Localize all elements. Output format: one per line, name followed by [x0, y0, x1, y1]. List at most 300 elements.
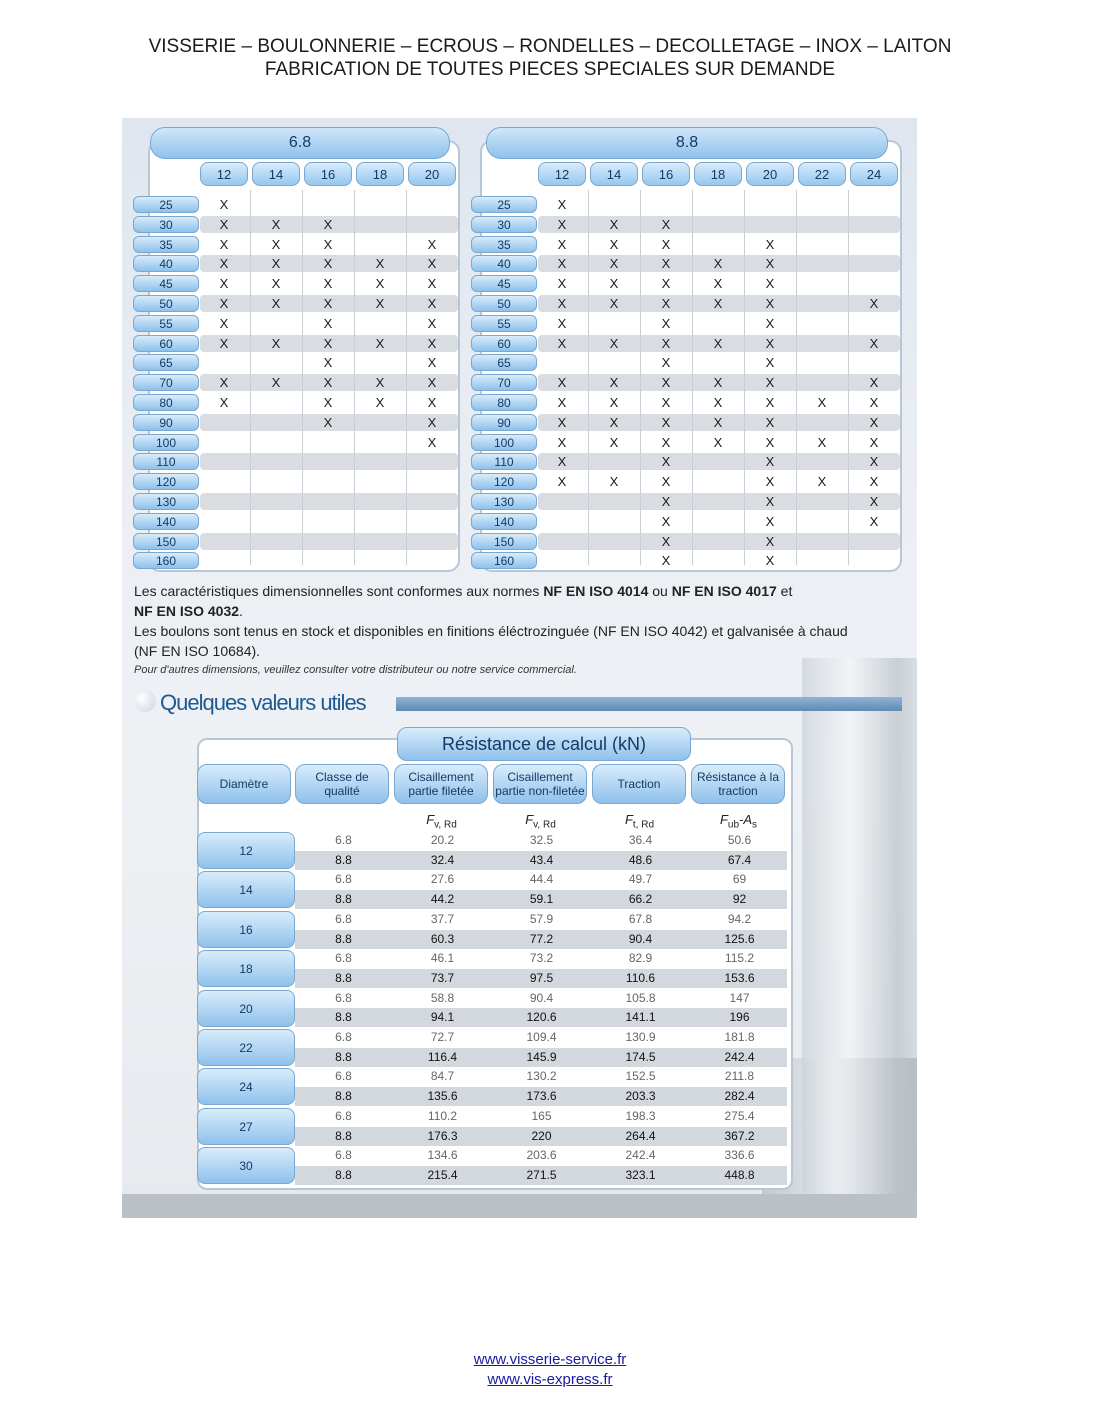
resistance-value: 211.8 [724, 1069, 755, 1084]
t88-header-d22: 22 [798, 162, 846, 186]
resistance-symbol: $F_{ub}-A_s$ [719, 812, 758, 831]
resistance-value: 67.8 [628, 911, 653, 926]
t88-divider [640, 190, 641, 565]
resistance-value: 215.4 [427, 1167, 458, 1182]
t68-mark: X [271, 296, 281, 311]
resistance-row [295, 910, 787, 929]
t68-mark: X [375, 395, 385, 410]
t88-divider [692, 190, 693, 565]
resistance-value: 6.8 [335, 872, 352, 887]
resistance-value: 50.6 [727, 833, 752, 847]
t88-length-55: 55 [471, 315, 537, 332]
resistance-value: 135.6 [427, 1089, 458, 1104]
resistance-row [295, 949, 787, 968]
resistance-row [295, 930, 787, 949]
t88-mark: X [557, 414, 567, 430]
t68-length-25: 25 [133, 196, 199, 213]
t88-mark: X [765, 395, 775, 410]
resistance-row [295, 989, 787, 1008]
t88-mark: X [557, 197, 567, 212]
table-68-title: 6.8 [150, 127, 450, 159]
t88-divider [848, 190, 849, 565]
t68-mark: X [375, 256, 385, 272]
t68-mark: X [427, 414, 437, 430]
resistance-value: 367.2 [724, 1128, 755, 1143]
t68-mark: X [271, 236, 281, 252]
t88-length-60: 60 [471, 335, 537, 352]
t68-header-d20: 20 [408, 162, 456, 186]
t68-length-70: 70 [133, 374, 199, 391]
t88-mark: X [609, 216, 619, 232]
resistance-diameter: 22 [197, 1029, 295, 1066]
notes-line-1 [134, 582, 792, 601]
t68-header-d12: 12 [200, 162, 248, 186]
resistance-col-header: Diamètre [197, 764, 291, 804]
resistance-diameter: 20 [197, 990, 295, 1027]
t88-mark: X [765, 474, 775, 490]
resistance-value: 8.8 [335, 1089, 352, 1104]
t88-mark: X [765, 315, 775, 331]
resistance-value: 90.4 [628, 931, 653, 946]
t88-header-d12: 12 [538, 162, 586, 186]
t88-mark: X [609, 474, 619, 490]
t68-mark: X [323, 236, 333, 252]
t88-mark: X [661, 474, 671, 490]
t68-length-110: 110 [133, 453, 199, 470]
resistance-value: 32.5 [529, 833, 554, 847]
notes-line-4: (NF EN ISO 10684). [134, 643, 261, 659]
t68-mark: X [375, 335, 385, 351]
resistance-value: 152.5 [625, 1069, 656, 1084]
resistance-symbol: $F_{t, Rd}$ [624, 812, 655, 831]
standard-4017: NF EN ISO 4017 [671, 583, 777, 599]
resistance-symbol: $F_{v, Rd}$ [426, 812, 457, 831]
resistance-value: 8.8 [335, 1010, 352, 1025]
t68-row-bg [200, 493, 458, 510]
t88-mark: X [557, 375, 567, 391]
resistance-value: 203.3 [625, 1089, 656, 1104]
resistance-row [295, 851, 787, 870]
t68-mark: X [219, 236, 229, 252]
resistance-value: 59.1 [529, 892, 554, 907]
resistance-value: 198.3 [625, 1108, 656, 1123]
t68-mark: X [271, 276, 281, 292]
t88-mark: X [557, 296, 567, 311]
t68-mark: X [375, 375, 385, 391]
resistance-col-header: Cisaillement partie filetée [394, 764, 488, 804]
resistance-value: 69 [732, 872, 747, 887]
t88-mark: X [765, 533, 775, 549]
t68-mark: X [219, 216, 229, 232]
resistance-value: 203.6 [526, 1148, 557, 1163]
resistance-value: 336.6 [724, 1148, 755, 1163]
footer-link-1[interactable] [0, 1350, 1100, 1370]
t88-divider [796, 190, 797, 565]
t88-length-50: 50 [471, 295, 537, 312]
resistance-value: 6.8 [335, 1148, 352, 1163]
section-bar [396, 697, 902, 711]
t88-length-65: 65 [471, 354, 537, 371]
t88-mark: X [713, 375, 723, 391]
t88-length-40: 40 [471, 255, 537, 272]
t68-mark: X [375, 296, 385, 311]
resistance-value: 8.8 [335, 1167, 352, 1182]
t68-mark: X [219, 335, 229, 351]
resistance-row [295, 1127, 787, 1146]
resistance-value: 73.2 [529, 951, 554, 966]
t68-mark: X [323, 414, 333, 430]
resistance-value: 6.8 [335, 990, 352, 1005]
t88-mark: X [609, 395, 619, 410]
t88-mark: X [869, 395, 879, 410]
resistance-value: 173.6 [526, 1089, 557, 1104]
t88-mark: X [661, 236, 671, 252]
section-title: Quelques valeurs utiles [160, 690, 366, 715]
resistance-diameter: 16 [197, 911, 295, 948]
resistance-diameter: 12 [197, 832, 295, 869]
notes-text: . [239, 603, 243, 619]
t88-mark: X [661, 395, 671, 410]
t68-length-120: 120 [133, 473, 199, 490]
t88-mark: X [869, 513, 879, 529]
t68-length-45: 45 [133, 275, 199, 292]
t88-mark: X [661, 296, 671, 311]
t88-mark: X [869, 375, 879, 391]
header-line-2: FABRICATION DE TOUTES PIECES SPECIALES SUR DEMANDE [264, 59, 836, 80]
t88-length-100: 100 [471, 434, 537, 451]
resistance-value: 57.9 [529, 911, 554, 926]
resistance-value: 323.1 [625, 1167, 656, 1182]
resistance-value: 174.5 [625, 1049, 656, 1064]
t88-mark: X [661, 454, 671, 470]
t68-divider [406, 190, 407, 565]
t68-mark: X [427, 236, 437, 252]
resistance-value: 77.2 [529, 931, 554, 946]
t68-mark: X [219, 315, 229, 331]
resistance-value: 8.8 [335, 852, 352, 867]
t68-mark: X [271, 375, 281, 391]
t88-mark: X [557, 276, 567, 292]
t88-length-25: 25 [471, 196, 537, 213]
t88-mark: X [557, 434, 567, 450]
t88-mark: X [817, 474, 827, 490]
resistance-value: 115.2 [724, 951, 755, 966]
t88-length-30: 30 [471, 216, 537, 233]
t88-row-bg [538, 493, 900, 510]
standard-4014: NF EN ISO 4014 [543, 583, 649, 599]
resistance-value: 94.1 [430, 1010, 455, 1025]
resistance-value: 141.1 [625, 1010, 656, 1025]
resistance-value: 6.8 [335, 1030, 352, 1044]
t68-mark: X [427, 296, 437, 311]
resistance-value: 242.4 [724, 1049, 755, 1064]
resistance-value: 84.7 [430, 1069, 455, 1084]
t88-header-d16: 16 [642, 162, 690, 186]
resistance-row [295, 1107, 787, 1126]
t68-mark: X [427, 375, 437, 391]
t68-length-150: 150 [133, 533, 199, 550]
t88-length-120: 120 [471, 473, 537, 490]
resistance-row [295, 1028, 787, 1047]
resistance-value: 109.4 [526, 1030, 557, 1044]
t88-length-150: 150 [471, 533, 537, 550]
t88-mark: X [869, 434, 879, 450]
t88-length-80: 80 [471, 394, 537, 411]
resistance-value: 116.4 [427, 1049, 458, 1064]
t88-length-130: 130 [471, 493, 537, 510]
t88-mark: X [869, 296, 879, 311]
t88-length-160: 160 [471, 552, 537, 569]
t68-length-35: 35 [133, 236, 199, 253]
resistance-value: 37.7 [430, 911, 455, 926]
resistance-value: 67.4 [727, 852, 752, 867]
t88-mark: X [765, 355, 775, 371]
resistance-col-header: Classe de qualité [295, 764, 389, 804]
footer-link-2[interactable] [0, 1370, 1100, 1390]
t68-mark: X [219, 276, 229, 292]
t68-mark: X [427, 395, 437, 410]
t68-length-50: 50 [133, 295, 199, 312]
t68-mark: X [323, 375, 333, 391]
t68-mark: X [271, 216, 281, 232]
t88-mark: X [765, 434, 775, 450]
resistance-value: 271.5 [526, 1167, 557, 1182]
t88-mark: X [765, 454, 775, 470]
t68-mark: X [271, 335, 281, 351]
t68-mark: X [427, 434, 437, 450]
t88-mark: X [765, 513, 775, 529]
resistance-value: 130.2 [526, 1069, 557, 1084]
resistance-row [295, 1067, 787, 1086]
resistance-row [295, 1146, 787, 1165]
resistance-value: 6.8 [335, 1069, 352, 1084]
resistance-value: 448.8 [724, 1167, 755, 1182]
t88-length-70: 70 [471, 374, 537, 391]
resistance-row [295, 1087, 787, 1106]
t88-row-bg [538, 216, 900, 233]
t68-mark: X [219, 197, 229, 212]
t88-mark: X [765, 414, 775, 430]
t68-length-40: 40 [133, 255, 199, 272]
resistance-value: 48.6 [628, 852, 653, 867]
t88-mark: X [713, 296, 723, 311]
resistance-value: 125.6 [724, 931, 755, 946]
resistance-value: 176.3 [427, 1128, 458, 1143]
t88-mark: X [609, 434, 619, 450]
t88-mark: X [869, 454, 879, 470]
resistance-value: 153.6 [724, 970, 755, 985]
t68-mark: X [219, 375, 229, 391]
t88-mark: X [869, 335, 879, 351]
t68-length-65: 65 [133, 354, 199, 371]
t88-mark: X [661, 276, 671, 292]
table-88-title: 8.8 [486, 127, 888, 159]
resistance-value: 165 [531, 1108, 552, 1123]
t68-mark: X [323, 296, 333, 311]
t88-mark: X [557, 236, 567, 252]
t88-mark: X [661, 414, 671, 430]
t88-row-bg [538, 533, 900, 550]
t68-length-90: 90 [133, 414, 199, 431]
t88-mark: X [765, 256, 775, 272]
t88-mark: X [557, 256, 567, 272]
t88-mark: X [557, 216, 567, 232]
standard-4032: NF EN ISO 4032 [134, 603, 240, 619]
t88-mark: X [713, 256, 723, 272]
resistance-value: 73.7 [430, 970, 455, 985]
t68-mark: X [323, 216, 333, 232]
resistance-diameter: 30 [197, 1147, 295, 1184]
footer-link-1-text[interactable]: www.visserie-service.fr [473, 1351, 627, 1368]
t88-mark: X [557, 315, 567, 331]
notes-text: Les caractéristiques dimensionnelles sont conformes aux normes [134, 583, 544, 599]
t88-mark: X [661, 375, 671, 391]
t88-mark: X [765, 276, 775, 292]
resistance-value: 44.2 [430, 892, 455, 907]
resistance-value: 94.2 [727, 911, 752, 926]
t88-mark: X [661, 216, 671, 232]
resistance-value: 60.3 [430, 931, 455, 946]
section-bullet-icon [134, 690, 156, 712]
t88-header-d24: 24 [850, 162, 898, 186]
resistance-value: 8.8 [335, 970, 352, 985]
t88-header-d14: 14 [590, 162, 638, 186]
t68-mark: X [323, 395, 333, 410]
t68-mark: X [427, 315, 437, 331]
resistance-value: 145.9 [526, 1049, 557, 1064]
resistance-value: 8.8 [335, 1049, 352, 1064]
resistance-value: 196 [729, 1010, 750, 1025]
resistance-value: 181.8 [724, 1030, 755, 1044]
footer-link-2-text[interactable]: www.vis-express.fr [487, 1371, 613, 1388]
resistance-value: 242.4 [625, 1148, 656, 1163]
resistance-value: 110.2 [427, 1108, 458, 1123]
t88-mark: X [765, 335, 775, 351]
resistance-value: 8.8 [335, 1128, 352, 1143]
resistance-value: 92 [732, 892, 747, 907]
t88-mark: X [557, 335, 567, 351]
t68-length-60: 60 [133, 335, 199, 352]
t68-mark: X [427, 276, 437, 292]
t88-mark: X [661, 513, 671, 529]
resistance-value: 8.8 [335, 892, 352, 907]
t68-length-30: 30 [133, 216, 199, 233]
t88-row-bg [538, 453, 900, 470]
t68-row-bg [200, 453, 458, 470]
resistance-value: 58.8 [430, 990, 455, 1005]
t88-mark: X [661, 434, 671, 450]
t88-mark: X [609, 236, 619, 252]
t88-mark: X [869, 494, 879, 509]
resistance-row [295, 890, 787, 909]
resistance-value: 27.6 [430, 872, 455, 887]
t68-divider [302, 190, 303, 565]
resistance-value: 72.7 [430, 1030, 455, 1044]
t88-mark: X [609, 276, 619, 292]
resistance-value: 264.4 [625, 1128, 656, 1143]
t68-divider [250, 190, 251, 565]
bottom-band [122, 1194, 917, 1218]
t88-mark: X [661, 494, 671, 509]
notes-text: et [776, 583, 793, 599]
t88-mark: X [661, 533, 671, 549]
t88-mark: X [557, 454, 567, 470]
t88-mark: X [765, 375, 775, 391]
t88-mark: X [713, 276, 723, 292]
resistance-diameter: 18 [197, 950, 295, 987]
t68-header-d16: 16 [304, 162, 352, 186]
t88-header-d18: 18 [694, 162, 742, 186]
resistance-value: 130.9 [625, 1030, 656, 1044]
resistance-value: 20.2 [430, 833, 455, 847]
notes-line-3: Les boulons sont tenus en stock et disponibles en finitions éléctrozinguée (NF EN ISO 4042) et galvanisée à chaud [134, 623, 848, 639]
resistance-value: 6.8 [335, 1108, 352, 1123]
resistance-col-header: Traction [592, 764, 686, 804]
t88-mark: X [765, 296, 775, 311]
t88-mark: X [661, 315, 671, 331]
t68-mark: X [427, 335, 437, 351]
t68-mark: X [271, 256, 281, 272]
t68-length-55: 55 [133, 315, 199, 332]
resistance-value: 44.4 [529, 872, 554, 887]
t88-length-90: 90 [471, 414, 537, 431]
t88-mark: X [557, 474, 567, 490]
t88-mark: X [609, 375, 619, 391]
t68-mark: X [427, 256, 437, 272]
t88-mark: X [713, 414, 723, 430]
resistance-value: 282.4 [724, 1089, 755, 1104]
resistance-diameter: 24 [197, 1068, 295, 1105]
t68-length-140: 140 [133, 513, 199, 530]
resistance-value: 6.8 [335, 911, 352, 926]
resistance-row [295, 1048, 787, 1067]
notes-line-2 [134, 602, 243, 621]
resistance-value: 49.7 [628, 872, 653, 887]
t88-mark: X [609, 296, 619, 311]
resistance-value: 275.4 [724, 1108, 755, 1123]
t68-divider [354, 190, 355, 565]
t88-mark: X [557, 395, 567, 410]
resistance-col-header: Résistance à la traction [691, 764, 785, 804]
t88-length-35: 35 [471, 236, 537, 253]
resistance-value: 97.5 [529, 970, 554, 985]
t68-mark: X [323, 276, 333, 292]
resistance-value: 43.4 [529, 852, 554, 867]
resistance-value: 6.8 [335, 833, 352, 847]
t88-mark: X [817, 434, 827, 450]
resistance-value: 110.6 [625, 970, 656, 985]
resistance-diameter: 14 [197, 871, 295, 908]
resistance-value: 105.8 [625, 990, 656, 1005]
resistance-value: 36.4 [628, 833, 653, 847]
t88-mark: X [817, 395, 827, 410]
resistance-value: 147 [729, 990, 750, 1005]
t88-mark: X [869, 474, 879, 490]
resistance-diameter: 27 [197, 1108, 295, 1145]
t68-length-80: 80 [133, 394, 199, 411]
t68-mark: X [323, 335, 333, 351]
notes-small: Pour d'autres dimensions, veuillez consulter votre distributeur ou notre service commercial. [134, 664, 577, 676]
resistance-symbol: $F_{v, Rd}$ [525, 812, 556, 831]
t68-header-d14: 14 [252, 162, 300, 186]
t88-length-110: 110 [471, 453, 537, 470]
resistance-value: 220 [531, 1128, 552, 1143]
t88-mark: X [661, 553, 671, 569]
t68-mark: X [323, 256, 333, 272]
t88-mark: X [609, 335, 619, 351]
resistance-value: 82.9 [628, 951, 653, 966]
t88-length-45: 45 [471, 275, 537, 292]
